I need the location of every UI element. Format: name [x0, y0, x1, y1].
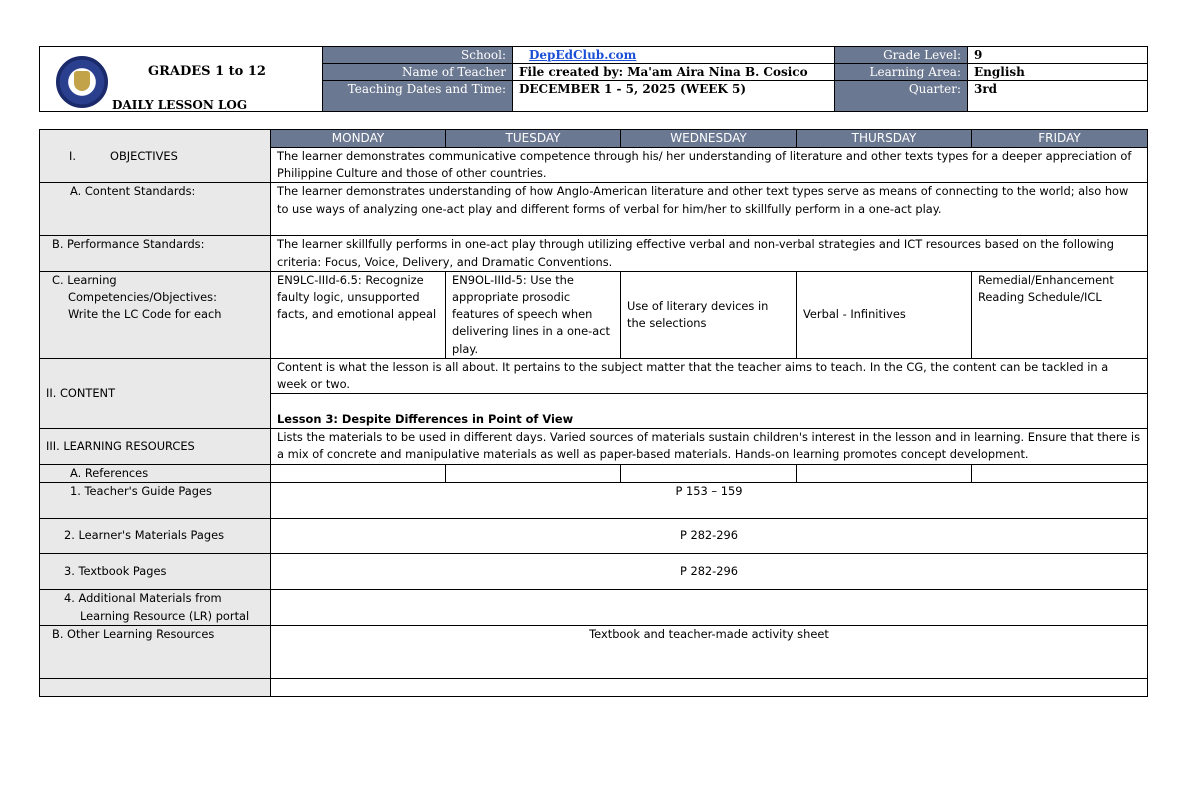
objectives-label — [40, 130, 271, 183]
day-friday: FRIDAY — [972, 130, 1148, 148]
references-thursday — [797, 464, 972, 482]
additional-materials-value — [271, 589, 1148, 625]
dates-value: DECEMBER 1 - 5, 2025 (WEEK 5) — [513, 81, 835, 112]
competency-friday: Remedial/Enhancement Reading Schedule/ICL — [972, 271, 1148, 358]
lesson-title: Lesson 3: Despite Differences in Point of View — [271, 394, 1148, 429]
header-brand — [40, 47, 323, 112]
teacher-label: Name of Teacher — [323, 64, 513, 81]
competencies-label-1: C. Learning — [52, 272, 117, 287]
objectives-text: The learner demonstrates communicative competence through his/ her understanding of literature and other texts types for a deeper appreciation of Philippine Culture and those of other countries. — [271, 148, 1148, 183]
competency-tuesday: EN9OL-IIId-5: Use the appropriate prosodic features of speech when delivering lines in a one-act play. — [446, 271, 621, 358]
textbook-value: P 282-296 — [271, 553, 1148, 589]
teachers-guide-value: P 153 – 159 — [271, 482, 1148, 518]
day-monday: MONDAY — [271, 130, 446, 148]
references-label: A. References — [40, 464, 271, 482]
content-label: II. CONTENT — [40, 358, 271, 428]
objectives-num: I. — [69, 148, 76, 163]
dll-title: DAILY LESSON LOG — [112, 98, 248, 112]
teacher-value: File created by: Ma'am Aira Nina B. Cosico — [513, 64, 835, 81]
day-wednesday: WEDNESDAY — [621, 130, 797, 148]
references-monday — [271, 464, 446, 482]
grade-level-label: Grade Level: — [835, 47, 968, 64]
other-resources-value: Textbook and teacher-made activity sheet — [271, 625, 1148, 678]
performance-standards-text: The learner skillfully performs in one-act play through utilizing effective verbal and non-verbal strategies and ICT resources based on the following criteria: Focus, Voice, Delivery, and Dramatic Conventions. — [271, 236, 1148, 271]
teachers-guide-label: 1. Teacher's Guide Pages — [40, 482, 271, 518]
references-tuesday — [446, 464, 621, 482]
learners-materials-label: 2. Learner's Materials Pages — [40, 518, 271, 553]
competencies-label-2: Competencies/Objectives: — [68, 290, 217, 305]
competencies-label-3: Write the LC Code for each — [68, 307, 222, 322]
empty-row-value — [271, 678, 1148, 696]
performance-standards-label: B. Performance Standards: — [40, 236, 271, 271]
objectives-title: OBJECTIVES — [109, 148, 178, 163]
empty-row-label — [40, 678, 271, 696]
content-text: Content is what the lesson is all about. It pertains to the subject matter that the teacher aims to teach. In the CG, the content can be tackled in a week or two. — [271, 358, 1148, 393]
content-standards-label: A. Content Standards: — [40, 183, 271, 236]
additional-materials-label — [40, 589, 271, 625]
grade-level-value: 9 — [968, 47, 1148, 64]
day-thursday: THURSDAY — [797, 130, 972, 148]
resources-text: Lists the materials to be used in different days. Varied sources of materials sustain children's interest in the lesson and in learning. Ensure that there is a mix of concrete and manipulative materials as well as paper-based materials. Hands-on learning promotes concept development. — [271, 429, 1148, 464]
learning-area-value: English — [968, 64, 1148, 81]
additional-materials-label-1: 4. Additional Materials from — [64, 591, 222, 606]
additional-materials-label-2: Learning Resource (LR) portal — [80, 608, 250, 623]
competency-thursday: Verbal - Infinitives — [797, 271, 972, 358]
competency-wednesday: Use of literary devices in the selections — [621, 271, 797, 358]
competency-monday: EN9LC-IIId-6.5: Recognize faulty logic, unsupported facts, and emotional appeal — [271, 271, 446, 358]
textbook-label: 3. Textbook Pages — [40, 553, 271, 589]
competencies-label — [40, 271, 271, 358]
dates-label: Teaching Dates and Time: — [323, 81, 513, 112]
learners-materials-value: P 282-296 — [271, 518, 1148, 553]
resources-label: III. LEARNING RESOURCES — [40, 429, 271, 464]
deped-seal-icon — [56, 56, 108, 108]
content-standards-text: The learner demonstrates understanding of how Anglo-American literature and other text types serve as means of connecting to the world; also how to use ways of analyzing one-act play and different forms of verbal for him/her to skillfully perform in a one-act play. — [271, 183, 1148, 236]
lesson-log-table — [39, 129, 1148, 697]
header-table — [39, 46, 1148, 112]
quarter-label: Quarter: — [835, 81, 968, 112]
references-wednesday — [621, 464, 797, 482]
grades-title: GRADES 1 to 12 — [148, 64, 266, 79]
school-value — [513, 47, 835, 64]
other-resources-label: B. Other Learning Resources — [40, 625, 271, 678]
quarter-value: 3rd — [968, 81, 1148, 112]
school-label: School: — [323, 47, 513, 64]
school-link[interactable]: DepEdClub.com — [529, 48, 637, 62]
learning-area-label: Learning Area: — [835, 64, 968, 81]
references-friday — [972, 464, 1148, 482]
day-tuesday: TUESDAY — [446, 130, 621, 148]
